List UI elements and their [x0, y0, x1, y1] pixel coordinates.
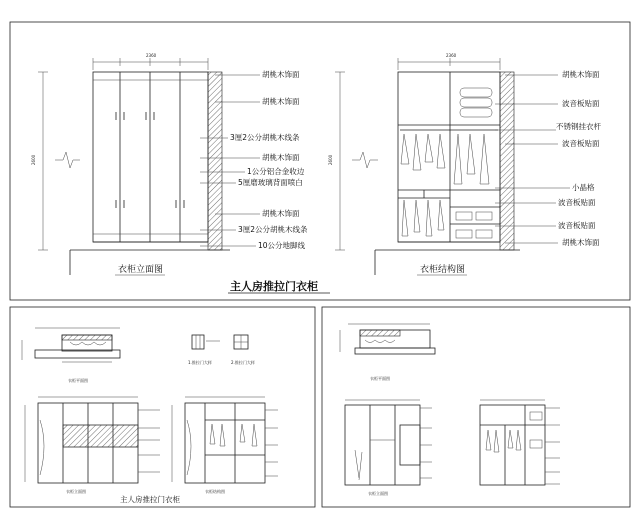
- top-left-label-1: 胡桃木饰面: [262, 97, 300, 106]
- bl-struct-caption: 衣柜结构图: [205, 489, 225, 494]
- svg-text:2600: 2600: [31, 154, 36, 165]
- top-left-label-4: 1公分铝合金收边: [247, 167, 305, 176]
- top-left-label-6: 胡桃木饰面: [262, 209, 300, 218]
- top-right-label-0: 胡桃木饰面: [562, 70, 600, 79]
- svg-text:2600: 2600: [328, 154, 333, 165]
- top-right-label-1: 波音板贴面: [562, 99, 600, 108]
- svg-text:2360: 2360: [146, 53, 157, 58]
- top-left-label-2: 3厘2公分胡桃木线条: [230, 133, 300, 142]
- top-right-label-4: 小晶格: [572, 183, 595, 192]
- bl-detail-caption-1: 1.推拉门大样: [188, 360, 212, 365]
- top-right-caption: 衣柜结构图: [420, 265, 466, 275]
- svg-text:2360: 2360: [446, 53, 457, 58]
- top-right-label-3: 波音板贴面: [562, 139, 600, 148]
- top-left-label-3: 胡桃木饰面: [262, 153, 300, 162]
- top-elevation-drawing: [31, 53, 260, 275]
- bl-plan-caption: 衣柜平面图: [68, 378, 88, 383]
- top-left-label-0: 胡桃木饰面: [262, 70, 300, 79]
- bottom-left-sheet-border: [10, 307, 315, 507]
- top-sheet-border: [10, 22, 630, 300]
- top-right-label-5: 波音板贴面: [558, 198, 596, 207]
- top-left-label-7: 3厘2公分胡桃木线条: [238, 225, 308, 234]
- bottom-right-sheet-border: [322, 307, 630, 507]
- top-right-label-7: 胡桃木饰面: [562, 238, 600, 247]
- top-left-label-8: 10公分地脚线: [258, 241, 306, 250]
- top-left-caption: 衣柜立面图: [118, 265, 164, 275]
- bl-elev-caption: 衣柜立面图: [66, 489, 86, 494]
- bottom-right-drawings: [340, 324, 560, 485]
- top-structure-drawing: [328, 53, 570, 275]
- top-right-label-2: 不锈钢挂衣杆: [556, 122, 601, 131]
- top-right-label-6: 波音板贴面: [558, 221, 596, 230]
- bl-detail-caption-2: 2.推拉门大样: [231, 360, 255, 365]
- br-elev-caption: 衣柜立面图: [368, 491, 388, 496]
- br-plan-caption: 衣柜平面图: [370, 376, 390, 381]
- bl-title: 主人房推拉门衣柜: [120, 495, 180, 504]
- top-left-label-5: 5厘磨玻璃背面喷白: [238, 178, 303, 187]
- top-title: 主人房推拉门衣柜: [230, 280, 318, 293]
- bottom-left-drawings: [22, 328, 278, 483]
